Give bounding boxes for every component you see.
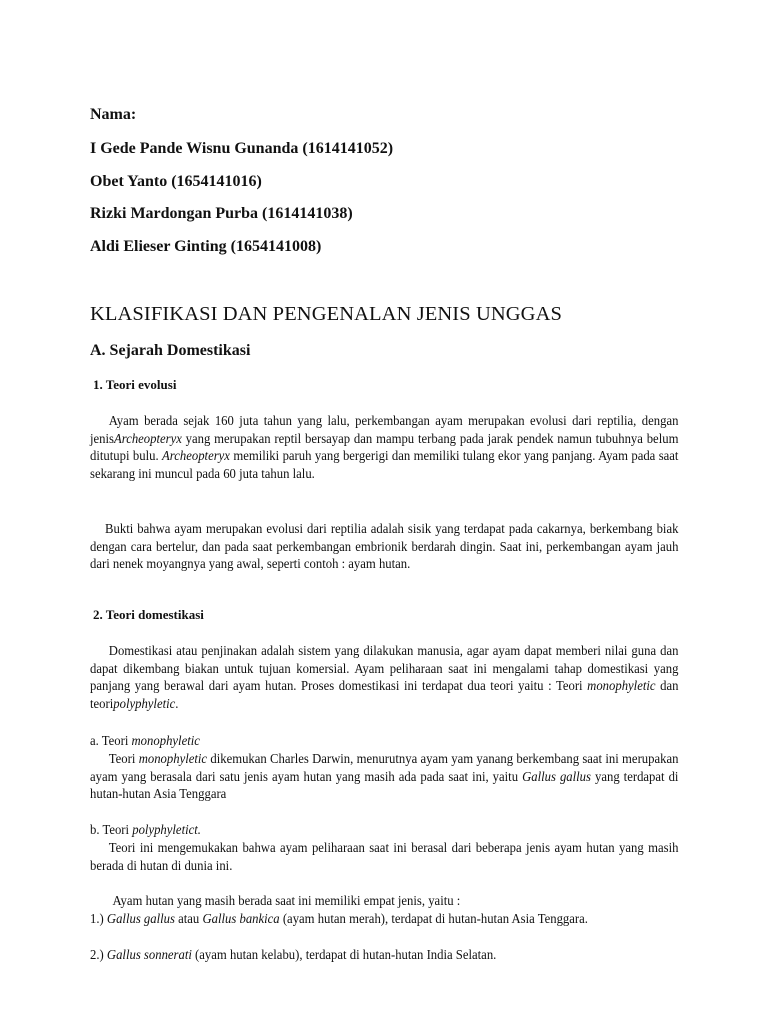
paragraph: Domestikasi atau penjinakan adalah sistem yang dilakukan manusia, agar ayam dapat memberi nilai guna dan dapat dikembang biakan untuk tujuan komersial. Ayam peliharaan saat ini mengalami tahap domestikasi yang panjang yang berawal dari ayam hutan. Proses domestikasi ini terdapat dua teori yaitu : Teori monophyletic dan teoripolyphyletic. (90, 643, 679, 711)
list-label: a. Teori monophyletic (90, 733, 200, 748)
list-item: 2.) Gallus sonnerati (ayam hutan kelabu), terdapat di hutan-hutan India Selatan. (90, 947, 497, 962)
paragraph: Bukti bahwa ayam merupakan evolusi dari reptilia adalah sisik yang terdapat pada cakarnya, berkembang biak dengan cara bertelur, dan pada saat perkembangan embrionik berdarah dingin. Saat ini, perkembangan ayam jauh dari nenek moyangnya yang awal, seperti contoh : ayam hutan. (90, 521, 679, 572)
member-name: Obet Yanto (1654141016) (90, 173, 262, 190)
subsection-heading: 1. Teori evolusi (93, 377, 177, 392)
subsection-heading: 2. Teori domestikasi (93, 607, 204, 622)
paragraph: Teori ini mengemukakan bahwa ayam peliharaan saat ini berasal dari beberapa jenis ayam hutan yang masih berada di hutan di dunia ini. (90, 840, 679, 873)
member-name: Aldi Elieser Ginting (1654141008) (90, 238, 322, 255)
names-heading: Nama: (90, 106, 137, 123)
list-label: b. Teori polyphyletict. (90, 822, 201, 837)
paragraph: Teori monophyletic dikemukan Charles Darwin, menurutnya ayam yam yanang berkembang saat ini merupakan ayam yang berasala dari satu jenis ayam hutan yang masih ada pada saat ini, yaitu Gallus gallus yang terdapat di hutan-hutan Asia Tenggara (90, 751, 679, 802)
member-name: Rizki Mardongan Purba (1614141038) (90, 205, 353, 222)
paragraph: Ayam hutan yang masih berada saat ini memiliki empat jenis, yaitu : (112, 893, 461, 908)
member-name: I Gede Pande Wisnu Gunanda (1614141052) (90, 140, 394, 157)
section-heading: A. Sejarah Domestikasi (90, 342, 251, 359)
list-item: 1.) Gallus gallus atau Gallus bankica (ayam hutan merah), terdapat di hutan-hutan Asia Tenggara. (90, 911, 588, 926)
document-title: KLASIFIKASI DAN PENGENALAN JENIS UNGGAS (90, 303, 562, 325)
paragraph: Ayam berada sejak 160 juta tahun yang lalu, perkembangan ayam merupakan evolusi dari reptilia, dengan jenisArcheopteryx yang merupakan reptil bersayap dan mampu terbang pada jarak pendek namun tubuhnya belum ditutupi bulu. Archeopteryx memiliki paruh yang bergerigi dan memiliki tulang ekor yang panjang. Ayam pada saat sekarang ini muncul pada 60 juta tahun lalu. (90, 413, 679, 481)
